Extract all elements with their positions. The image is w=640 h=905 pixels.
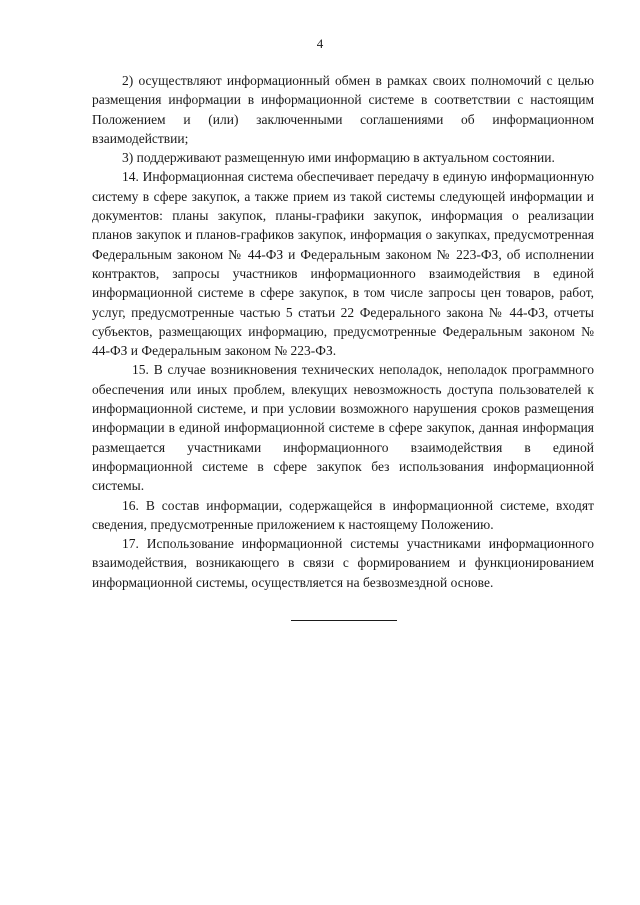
document-body [92, 71, 594, 592]
paragraph-16: 16. В состав информации, содержащейся в информационной системе, входят сведения, предусмотренные приложением к настоящему Положению. [92, 497, 594, 532]
paragraph-15: 15. В случае возникновения технических неполадок, неполадок программного обеспечения или иных проблем, влекущих невозможность доступа пользователей к информационной системе, и при условии возможного нарушения сроков размещения информации в единой информационной системе в сфере закупок, данная информация размещается участниками информационного взаимодействия в единой информационной системе в сфере закупок без использования информационной системы. [92, 362, 594, 494]
paragraph-14: 14. Информационная система обеспечивает передачу в единую информационную систему в сфере закупок, а также прием из такой системы следующей информации и документов: планы закупок, планы-графики закупок, информация о реализации планов закупок и планов-графиков закупок, информация о закупках, предусмотренная Федеральным законом № 44-ФЗ и Федеральным законом № 223-ФЗ, об исполнении контрактов, запросы участников информационного взаимодействия в единой информационной системе в сфере закупок, в том числе запросы цен товаров, работ, услуг, предусмотренные частью 5 статьи 22 Федерального закона № 44-ФЗ, отчеты субъектов, размещающих информацию, предусмотренные Федеральным законом № 44-ФЗ и Федеральным законом № 223-ФЗ. [92, 169, 594, 359]
page-number: 4 [316, 36, 324, 51]
paragraph-item-2: 2) осуществляют информационный обмен в рамках своих полномочий с целью размещения информации в информационной системе в соответствии с настоящим Положением и (или) заключенными соглашениями об информационном взаимодействии; [92, 73, 594, 146]
paragraph-item-3: 3) поддерживают размещенную ими информацию в актуальном состоянии. [122, 150, 555, 166]
end-divider-line [291, 620, 397, 621]
paragraph-17: 17. Использование информационной системы участниками информационного взаимодействия, возникающего в связи с формированием и функционированием информационной системы, осуществляется на безвозмездной основе. [92, 536, 594, 590]
